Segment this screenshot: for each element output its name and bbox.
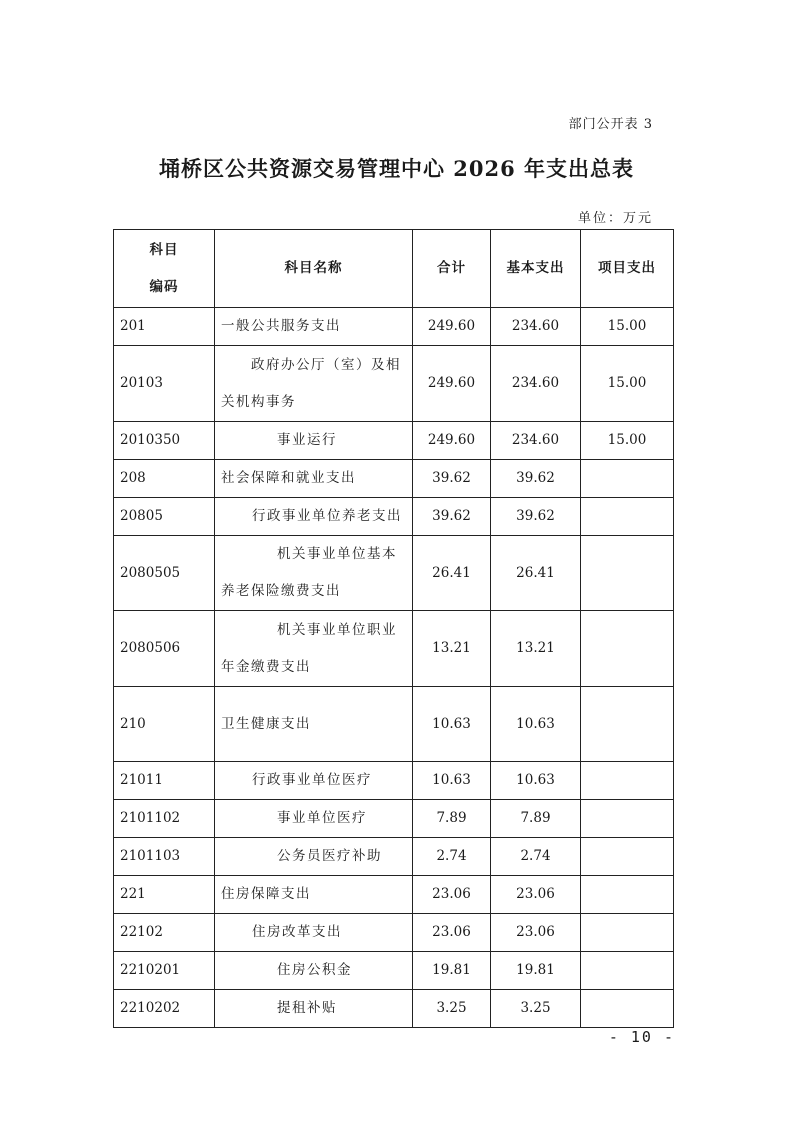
document-title: 埇桥区公共资源交易管理中心 2026 年支出总表: [158, 156, 635, 181]
row-total: 39.62: [413, 498, 491, 536]
row-basic: 19.81: [491, 952, 581, 990]
table-row: [114, 914, 674, 952]
row-project: 15.00: [581, 308, 674, 346]
row-code: 20103: [114, 346, 215, 422]
row-name: 一般公共服务支出: [215, 308, 413, 346]
row-code: 20805: [114, 498, 215, 536]
row-total: 19.81: [413, 952, 491, 990]
row-project: [581, 990, 674, 1028]
row-basic: 23.06: [491, 876, 581, 914]
row-code: 221: [114, 876, 215, 914]
page-number: - 10 -: [608, 1028, 675, 1046]
row-total: 249.60: [413, 308, 491, 346]
column-header-code-line1: 科目: [149, 241, 179, 258]
row-code: 2080505: [114, 536, 215, 611]
column-header-name: 科目名称: [215, 230, 413, 308]
row-name: 公务员医疗补助: [215, 838, 413, 876]
row-total: 10.63: [413, 762, 491, 800]
table-row: [114, 952, 674, 990]
row-code: 2101102: [114, 800, 215, 838]
table-row: [114, 422, 674, 460]
row-name: 行政事业单位医疗: [215, 762, 413, 800]
row-basic: 26.41: [491, 536, 581, 611]
row-project: 15.00: [581, 422, 674, 460]
row-basic: 3.25: [491, 990, 581, 1028]
row-name: 机关事业单位职业年金缴费支出: [215, 611, 413, 687]
row-code: 2080506: [114, 611, 215, 687]
row-project: [581, 800, 674, 838]
table-row: [114, 762, 674, 800]
row-total: 249.60: [413, 346, 491, 422]
row-code: 2101103: [114, 838, 215, 876]
row-total: 10.63: [413, 687, 491, 762]
row-project: [581, 914, 674, 952]
row-name: 政府办公厅（室）及相关机构事务: [215, 346, 413, 422]
table-row: [114, 876, 674, 914]
row-code: 21011: [114, 762, 215, 800]
row-name: 住房公积金: [215, 952, 413, 990]
row-basic: 39.62: [491, 460, 581, 498]
row-name: 提租补贴: [215, 990, 413, 1028]
row-total: 39.62: [413, 460, 491, 498]
column-header-code: [114, 230, 215, 308]
unit-label: 单位：万元: [577, 211, 653, 226]
row-project: [581, 611, 674, 687]
row-project: 15.00: [581, 346, 674, 422]
table-row: [114, 611, 674, 687]
table-row: [114, 536, 674, 611]
row-name: 事业单位医疗: [215, 800, 413, 838]
row-total: 7.89: [413, 800, 491, 838]
row-name: 住房改革支出: [215, 914, 413, 952]
table-row: [114, 308, 674, 346]
row-name: 行政事业单位养老支出: [215, 498, 413, 536]
row-project: [581, 460, 674, 498]
row-basic: 13.21: [491, 611, 581, 687]
table-header-row: [114, 230, 674, 308]
table-row: [114, 460, 674, 498]
table-row: [114, 346, 674, 422]
row-basic: 23.06: [491, 914, 581, 952]
row-basic: 10.63: [491, 762, 581, 800]
row-name: 卫生健康支出: [215, 687, 413, 762]
row-basic: 7.89: [491, 800, 581, 838]
row-name: 事业运行: [215, 422, 413, 460]
page-label: 部门公开表 3: [568, 117, 653, 132]
table-row: [114, 990, 674, 1028]
table-row: [114, 838, 674, 876]
row-basic: 39.62: [491, 498, 581, 536]
row-code: 22102: [114, 914, 215, 952]
row-code: 201: [114, 308, 215, 346]
row-project: [581, 687, 674, 762]
table-row: [114, 498, 674, 536]
column-header-total: 合计: [413, 230, 491, 308]
row-project: [581, 536, 674, 611]
column-header-basic: 基本支出: [491, 230, 581, 308]
column-header-code-line2: 编码: [149, 278, 179, 295]
row-project: [581, 952, 674, 990]
row-basic: 234.60: [491, 346, 581, 422]
row-basic: 234.60: [491, 422, 581, 460]
row-code: 2210201: [114, 952, 215, 990]
row-total: 13.21: [413, 611, 491, 687]
row-total: 26.41: [413, 536, 491, 611]
row-project: [581, 838, 674, 876]
row-basic: 10.63: [491, 687, 581, 762]
row-project: [581, 498, 674, 536]
row-total: 23.06: [413, 876, 491, 914]
row-project: [581, 876, 674, 914]
row-code: 2210202: [114, 990, 215, 1028]
table-row: [114, 687, 674, 762]
row-name: 机关事业单位基本养老保险缴费支出: [215, 536, 413, 611]
row-name: 社会保障和就业支出: [215, 460, 413, 498]
row-total: 23.06: [413, 914, 491, 952]
row-total: 3.25: [413, 990, 491, 1028]
row-name: 住房保障支出: [215, 876, 413, 914]
row-code: 208: [114, 460, 215, 498]
table-row: [114, 800, 674, 838]
row-basic: 234.60: [491, 308, 581, 346]
row-total: 249.60: [413, 422, 491, 460]
row-basic: 2.74: [491, 838, 581, 876]
column-header-project: 项目支出: [581, 230, 674, 308]
row-code: 210: [114, 687, 215, 762]
row-total: 2.74: [413, 838, 491, 876]
row-code: 2010350: [114, 422, 215, 460]
row-project: [581, 762, 674, 800]
expenditure-table: [113, 229, 674, 1028]
